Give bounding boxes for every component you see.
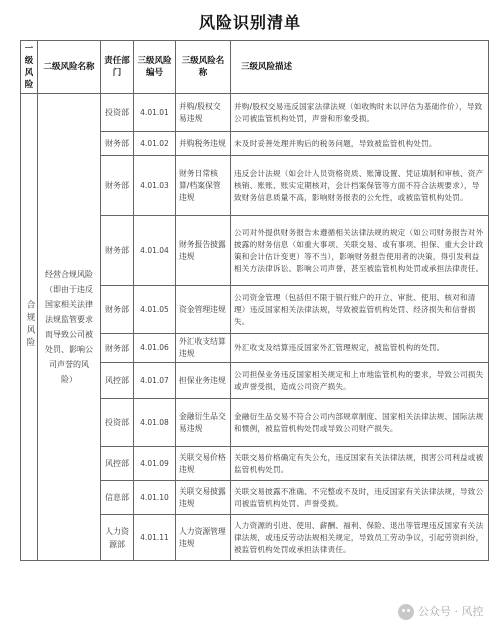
risk-name-cell: 关联交易价格违规 [176, 447, 231, 481]
header-code: 三级风险编号 [134, 41, 176, 94]
code-cell: 4.01.07 [134, 363, 176, 399]
risk-description-cell: 人力资源的引进、使用、薪酬、福利、保险、退出等管理违反国家有关法律法规，或违反劳动法规相关规定，导致员工劳动争议，引起劳资纠纷，被监管机构处罚或承担法律责任。 [231, 515, 489, 561]
code-cell: 4.01.02 [134, 132, 176, 156]
risk-description-cell: 违反会计法规（如会计人员资格资质、账簿设置、凭证填制和审核、资产核销、账账、账实定期核对，会计档案保管等方面不符合法规要求），导致财务信息质量不高，影响财务报表的公允性，或被监管机构处罚。 [231, 156, 489, 216]
risk-description-cell: 公司担保业务违反国家相关规定和上市地监管机构的要求，导致公司损失或声誉受损，造成公司资产损失。 [231, 363, 489, 399]
risk-name-cell: 关联交易披露违规 [176, 481, 231, 515]
risk-name-cell: 资金管理违规 [176, 286, 231, 334]
code-cell: 4.01.10 [134, 481, 176, 515]
department-cell: 人力资源部 [101, 515, 134, 561]
risk-name-cell: 并购/股权交易违规 [176, 94, 231, 132]
department-cell: 财务部 [101, 132, 134, 156]
risk-name-cell: 人力资源管理违规 [176, 515, 231, 561]
code-cell: 4.01.09 [134, 447, 176, 481]
risk-description-cell: 公司对外提供财务报告未遵循相关法律法规的规定（如公司财务报告对外披露的财务信息（如重大事项、关联交易、或有事项、担保、重大会计政策和会计估计变更）等不当），影响财务报告使用者的决策，得引发利益相关方法律诉讼、影响公司声誉，甚至被监管机构处罚或承担法律责任。 [231, 216, 489, 286]
header-department: 责任部门 [101, 41, 134, 94]
risk-name-cell: 财务日常核算/档案保管违规 [176, 156, 231, 216]
code-cell: 4.01.11 [134, 515, 176, 561]
department-cell: 信息部 [101, 481, 134, 515]
wechat-icon [398, 604, 414, 620]
document-title: 风险识别清单 [198, 13, 301, 32]
header-description: 三级风险描述 [231, 41, 489, 94]
code-cell: 4.01.04 [134, 216, 176, 286]
department-cell: 财务部 [101, 286, 134, 334]
code-cell: 4.01.01 [134, 94, 176, 132]
risk-name-cell: 外汇收支结算违规 [176, 334, 231, 363]
risk-name-cell: 并购税务违规 [176, 132, 231, 156]
risk-name-cell: 金融衍生品交易违规 [176, 399, 231, 447]
department-cell: 风控部 [101, 447, 134, 481]
department-cell: 财务部 [101, 156, 134, 216]
risk-description-cell: 并购/股权交易违反国家法律法规（如收购时未以评估为基础作价），导致公司被监管机构处罚，声誉和形象受损。 [231, 94, 489, 132]
level2-risk-cell: 经营合规风险（即由于违反国家相关法律法规监管要求而导致公司被处罚、影响公司声誉的风险） [38, 94, 101, 561]
risk-identification-table [20, 40, 489, 561]
risk-description-cell: 关联交易价格确定有失公允，违反国家有关法律法规，损害公司利益或被监管机构处罚。 [231, 447, 489, 481]
code-cell: 4.01.05 [134, 286, 176, 334]
table-row [21, 94, 489, 132]
risk-description-cell: 关联交易披露不准确、不完整或不及时，违反国家有关法律法规，导致公司被监管机构处罚、声誉受损。 [231, 481, 489, 515]
header-name: 三级风险名称 [176, 41, 231, 94]
risk-description-cell: 未及时妥善处理并购后的税务问题，导致被监管机构处罚。 [231, 132, 489, 156]
department-cell: 投资部 [101, 399, 134, 447]
risk-description-cell: 公司资金管理（包括但不限于银行账户的开立、审批、使用、核对和清理）违反国家相关法律法规，导致被监管机构处罚、经济损失和信誉损失。 [231, 286, 489, 334]
risk-name-cell: 担保业务违规 [176, 363, 231, 399]
level1-risk-cell: 合规风险 [21, 94, 38, 561]
header-level1: 一级风险 [21, 41, 38, 94]
code-cell: 4.01.06 [134, 334, 176, 363]
watermark-text: 公众号 · 风控 [418, 605, 484, 618]
department-cell: 投资部 [101, 94, 134, 132]
risk-description-cell: 金融衍生品交易不符合公司内部规章制度、国家相关法律法规、国际法规和惯例，被监管机构处罚或导致公司财产损失。 [231, 399, 489, 447]
code-cell: 4.01.08 [134, 399, 176, 447]
risk-name-cell: 财务报告披露违规 [176, 216, 231, 286]
code-cell: 4.01.03 [134, 156, 176, 216]
department-cell: 风控部 [101, 363, 134, 399]
department-cell: 财务部 [101, 334, 134, 363]
table-header-row [21, 41, 489, 94]
risk-description-cell: 外汇收支及结算违反国家外汇管理规定，被监管机构的处罚。 [231, 334, 489, 363]
header-level2: 二级风险名称 [38, 41, 101, 94]
department-cell: 财务部 [101, 216, 134, 286]
